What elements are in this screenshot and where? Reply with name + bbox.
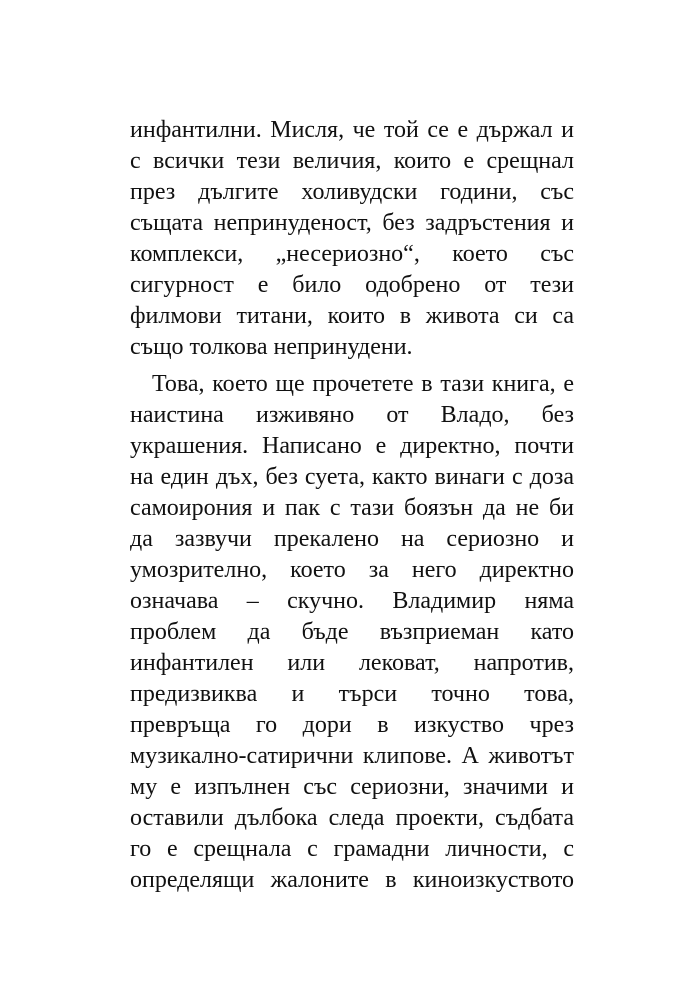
text-line: умозрително, което за него директно (130, 557, 574, 583)
text-line: наистина изживяно от Владо, без (130, 402, 574, 428)
text-line: филмови титани, които в живота си са (130, 303, 574, 329)
text-line: да зазвучи прекалено на сериозно и (130, 526, 574, 552)
body-text (130, 115, 574, 896)
text-line: украшения. Написано е директно, почти (130, 433, 574, 459)
text-line: предизвиква и търси точно това, (130, 681, 574, 707)
text-line: означава – скучно. Владимир няма (130, 588, 574, 614)
text-line: го е срещнала с грамадни личности, с (130, 836, 574, 862)
text-line: инфантилен или лековат, напротив, (130, 650, 574, 676)
text-line: през дългите холивудски години, със (130, 179, 574, 205)
text-line: инфантилни. Мисля, че той се е държал и (130, 117, 574, 143)
text-line: на един дъх, без суета, както винаги с доза (130, 464, 574, 490)
text-line: оставили дълбока следа проекти, съдбата (130, 805, 574, 831)
text-line: Това, което ще прочетете в тази книга, е (152, 371, 574, 397)
text-line: също толкова непринудени. (130, 334, 413, 360)
text-line: с всички тези величия, които е срещнал (130, 148, 574, 174)
text-line: определящи жалоните в киноизкуството (130, 867, 574, 893)
text-line: сигурност е било одобрено от тези (130, 272, 574, 298)
text-line: проблем да бъде възприеман като (130, 619, 574, 645)
text-line: самоирония и пак с тази боязън да не би (130, 495, 574, 521)
text-line: му е изпълнен със сериозни, значими и (130, 774, 574, 800)
paragraph-1 (130, 115, 574, 363)
paragraph-2 (130, 369, 574, 896)
text-line: музикално-сатирични клипове. А животът (130, 743, 574, 769)
text-line: същата непринуденост, без задръстения и (130, 210, 574, 236)
text-line: комплекси, „несериозно“, което със (130, 241, 574, 267)
text-line: превръща го дори в изкуство чрез (130, 712, 574, 738)
